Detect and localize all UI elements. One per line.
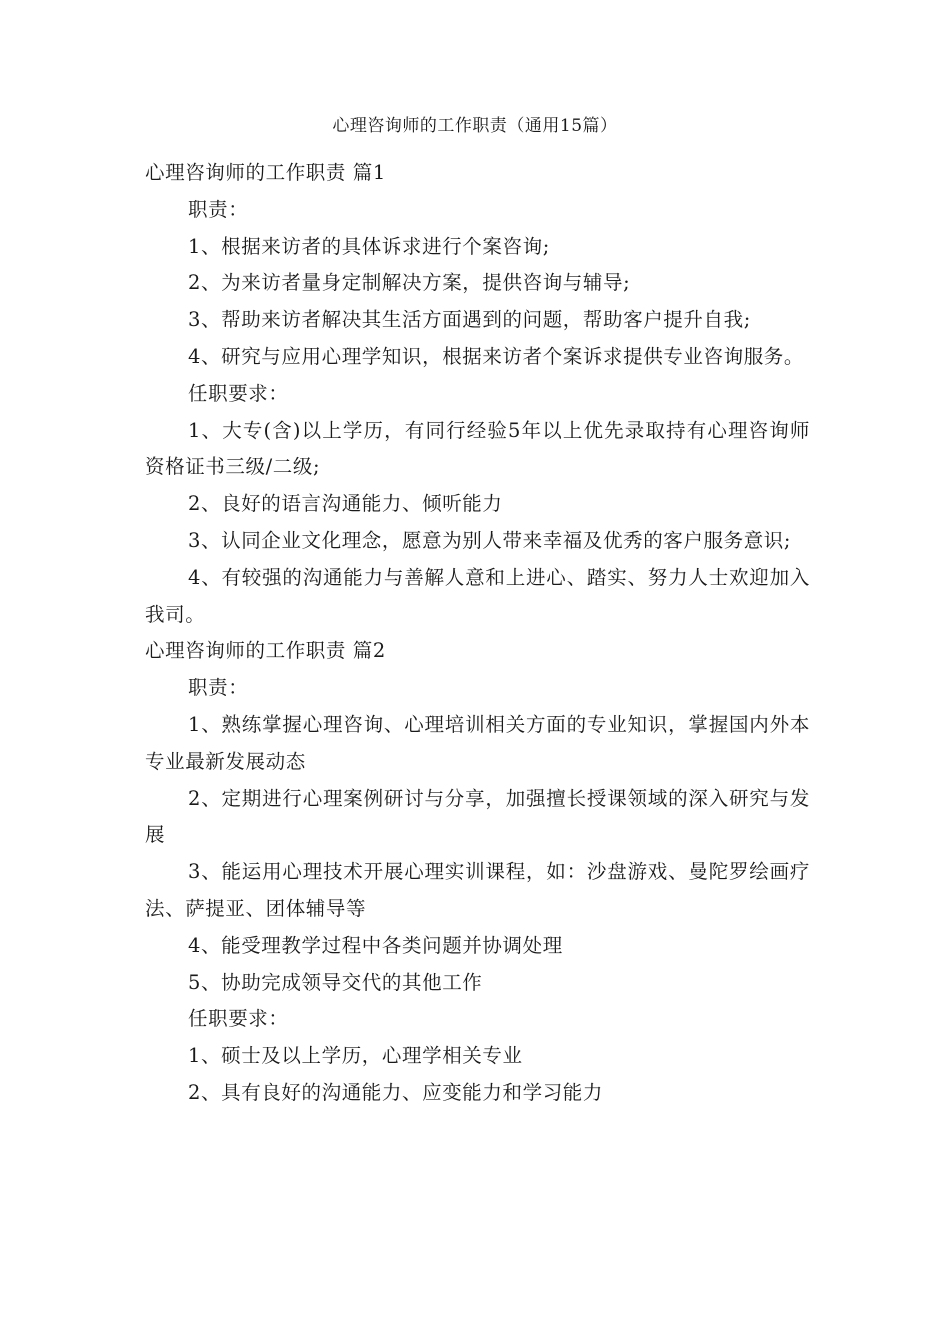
duty-item: 3、帮助来访者解决其生活方面遇到的问题，帮助客户提升自我;	[188, 308, 751, 332]
requirement-item: 2、良好的语言沟通能力、倾听能力	[188, 492, 503, 516]
duties-label: 职责：	[188, 197, 249, 221]
duty-item: 2、定期进行心理案例研讨与分享，加强擅长授课领域的深入研究与发展	[145, 786, 810, 847]
requirements-label: 任职要求：	[188, 381, 289, 405]
section-heading: 心理咨询师的工作职责 篇2	[145, 639, 386, 663]
requirement-item: 3、认同企业文化理念，愿意为别人带来幸福及优秀的客户服务意识;	[188, 528, 792, 552]
duties-label: 职责：	[188, 676, 249, 700]
duty-item: 1、根据来访者的具体诉求进行个案咨询;	[188, 234, 550, 258]
document-title: 心理咨询师的工作职责（通用15篇）	[332, 116, 618, 136]
duty-item: 3、能运用心理技术开展心理实训课程，如：沙盘游戏、曼陀罗绘画疗法、萨提亚、团体辅导等	[145, 860, 810, 920]
requirement-item: 1、大专(含)以上学历，有同行经验5年以上优先录取持有心理咨询师资格证书三级/二级;	[145, 418, 810, 479]
requirement-item: 2、具有良好的沟通能力、应变能力和学习能力	[188, 1080, 604, 1104]
duty-item: 4、能受理教学过程中各类问题并协调处理	[188, 933, 563, 957]
duty-item: 4、研究与应用心理学知识，根据来访者个案诉求提供专业咨询服务。	[188, 344, 805, 368]
section-heading: 心理咨询师的工作职责 篇1	[145, 161, 386, 184]
requirements-label: 任职要求：	[188, 1007, 289, 1031]
document-body	[145, 155, 810, 1112]
requirement-item: 1、硕士及以上学历，心理学相关专业	[188, 1044, 523, 1068]
duty-item: 1、熟练掌握心理咨询、心理培训相关方面的专业知识，掌握国内外本专业最新发展动态	[145, 712, 810, 773]
duty-item: 5、协助完成领导交代的其他工作	[188, 970, 483, 994]
requirement-item: 4、有较强的沟通能力与善解人意和上进心、踏实、努力人士欢迎加入我司。	[145, 565, 810, 626]
duty-item: 2、为来访者量身定制解决方案，提供咨询与辅导;	[188, 271, 631, 295]
